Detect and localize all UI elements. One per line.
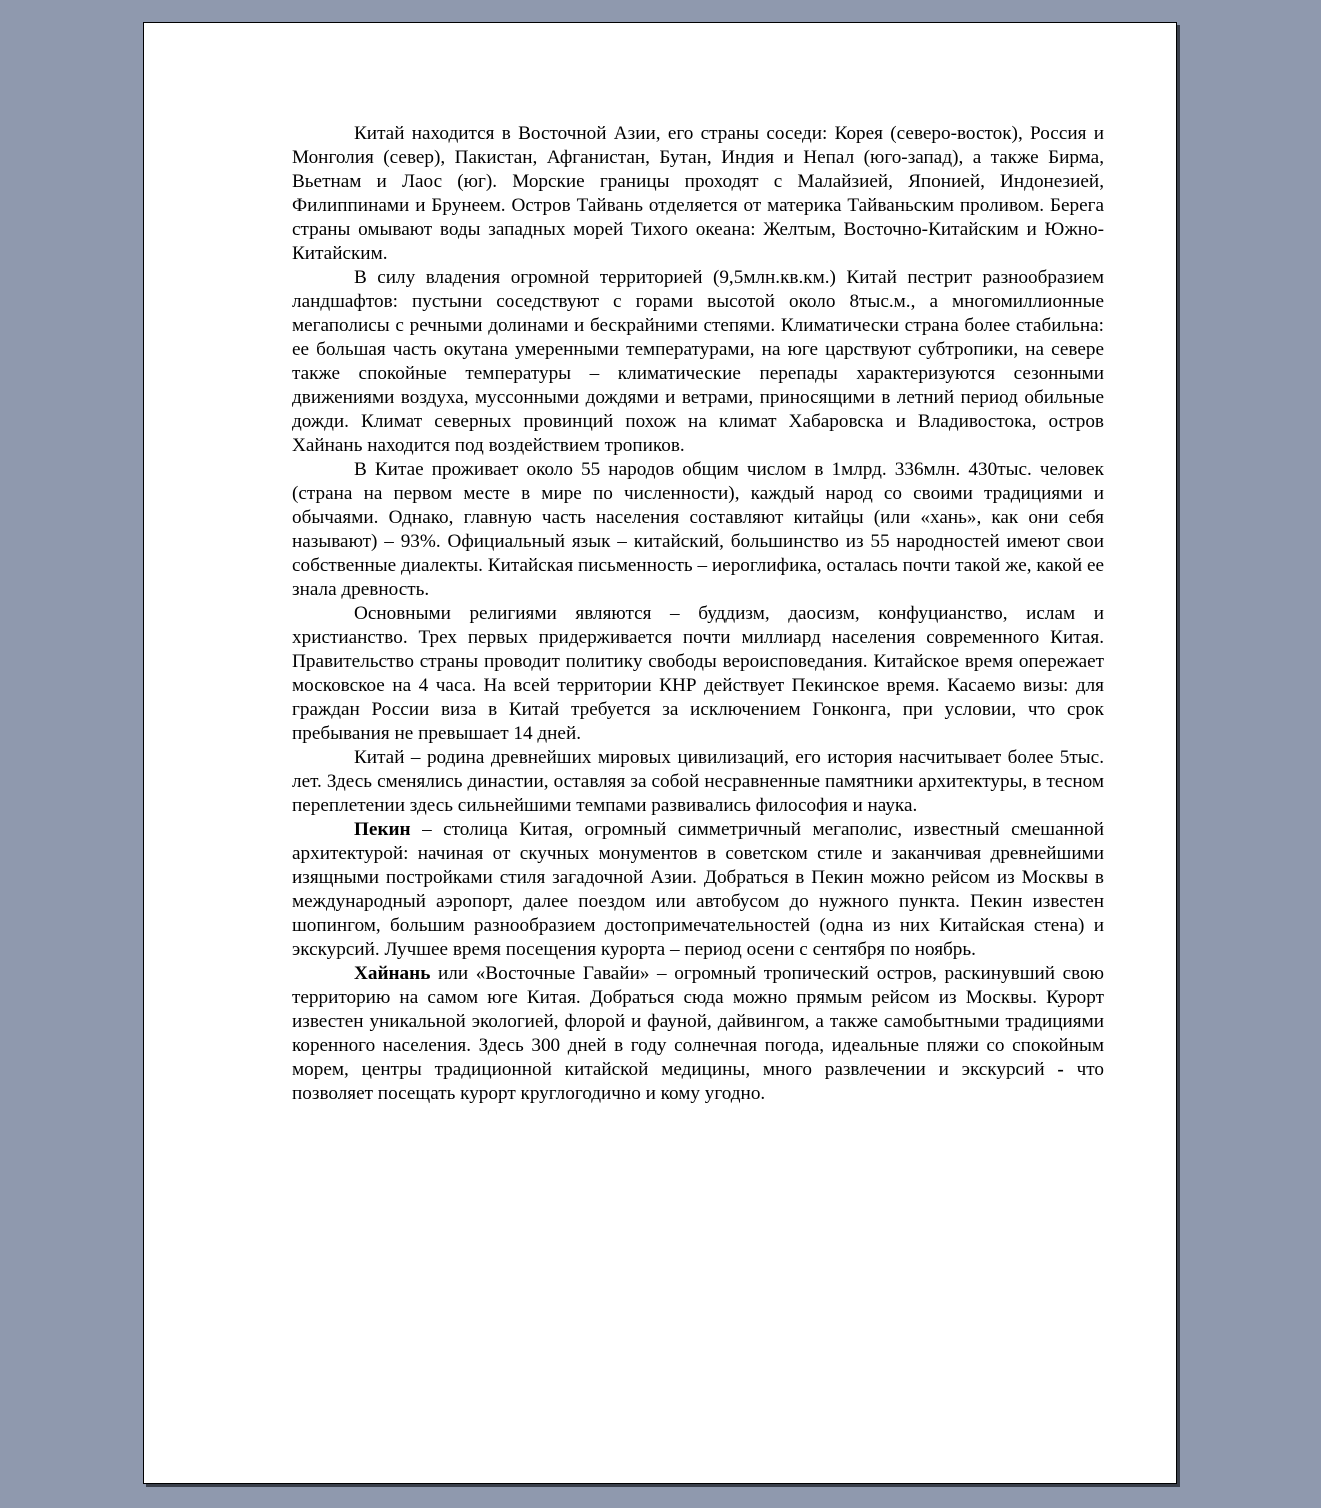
paragraph-religion-time-visa: Основными религиями являются – буддизм, даосизм, конфуцианство, ислам и христианство. Трех первых придерживается почти миллиард населения современного Китая. Правительство страны проводит политику свободы вероисповедания. Китайское время опережает московское на 4 часа. На всей территории КНР действует Пекинское время. Касаемо визы: для граждан России виза в Китай требуется за исключением Гонконга, при условии, что срок пребывания не превышает 14 дней. (292, 603, 1104, 744)
paragraph-landscape-climate: В силу владения огромной территорией (9,5млн.кв.км.) Китай пестрит разнообразием ландшафтов: пустыни соседствуют с горами высотой около 8тыс.м., а многомиллионные мегаполисы с речными долинами и бескрайними степями. Климатически страна более стабильна: ее большая часть окутана умеренными температурами, на юге царствуют субтропики, на севере также спокойные температуры – климатические перепады характеризуются сезонными движениями воздуха, муссонными дождями и ветрами, приносящими в летний период обильные дожди. Климат северных провинций похож на климат Хабаровска и Владивостока, остров Хайнань находится под воздействием тропиков. (292, 267, 1104, 456)
paragraph-hainan (292, 962, 1104, 1106)
paragraph-history: Китай – родина древнейших мировых цивилизаций, его история насчитывает более 5тыс. лет. Здесь сменялись династии, оставляя за собой несравненные памятники архитектуры, в тесном переплетении здесь сильнейшими темпами развивались философия и наука. (292, 747, 1104, 816)
hainan-text-end: что позволяет посещать курорт круглогодично и кому угодно. (292, 1059, 1104, 1104)
document-body (292, 122, 1104, 1106)
beijing-title: Пекин (354, 819, 411, 840)
hainan-title: Хайнань (354, 963, 431, 984)
hainan-dash: - (1057, 1059, 1064, 1080)
beijing-text: – столица Китая, огромный симметричный мегаполис, известный смешанной архитектурой: начиная от скучных монументов в советском стиле и заканчивая древнейшими изящными постройками стиля загадочной Азии. Добраться в Пекин можно рейсом из Москвы в международный аэропорт, далее поездом или автобусом до нужного пункта. Пекин известен шопингом, большим разнообразием достопримечательностей (одна из них Китайская стена) и экскурсий. Лучшее время посещения курорта – период осени с сентября по ноябрь. (292, 819, 1104, 960)
paragraph-beijing (292, 818, 1104, 962)
hainan-text: или «Восточные Гавайи» – огромный тропический остров, раскинувший свою территорию на самом юге Китая. Добраться сюда можно прямым рейсом из Москвы. Курорт известен уникальной экологией, флорой и фауной, дайвингом, а также самобытными традициями коренного населения. Здесь 300 дней в году солнечная погода, идеальные пляжи со спокойным морем, центры традиционной китайской медицины, много развлечении и экскурсий (292, 963, 1104, 1080)
paragraph-population: В Китае проживает около 55 народов общим числом в 1млрд. 336млн. 430тыс. человек (страна на первом месте в мире по численности), каждый народ со своими традициями и обычаями. Однако, главную часть населения составляют китайцы (или «хань», как они себя называют) – 93%. Официальный язык – китайский, большинство из 55 народностей имеют свои собственные диалекты. Китайская письменность – иероглифика, осталась почти такой же, какой ее знала древность. (292, 459, 1104, 600)
document-page (143, 22, 1177, 1484)
paragraph-borders: Китай находится в Восточной Азии, его страны соседи: Корея (северо-восток), Россия и Монголия (север), Пакистан, Афганистан, Бутан, Индия и Непал (юго-запад), а также Бирма, Вьетнам и Лаос (юг). Морские границы проходят с Малайзией, Японией, Индонезией, Филиппинами и Брунеем. Остров Тайвань отделяется от материка Тайваньским проливом. Берега страны омывают воды западных морей Тихого океана: Желтым, Восточно-Китайским и Южно-Китайским. (292, 123, 1104, 264)
